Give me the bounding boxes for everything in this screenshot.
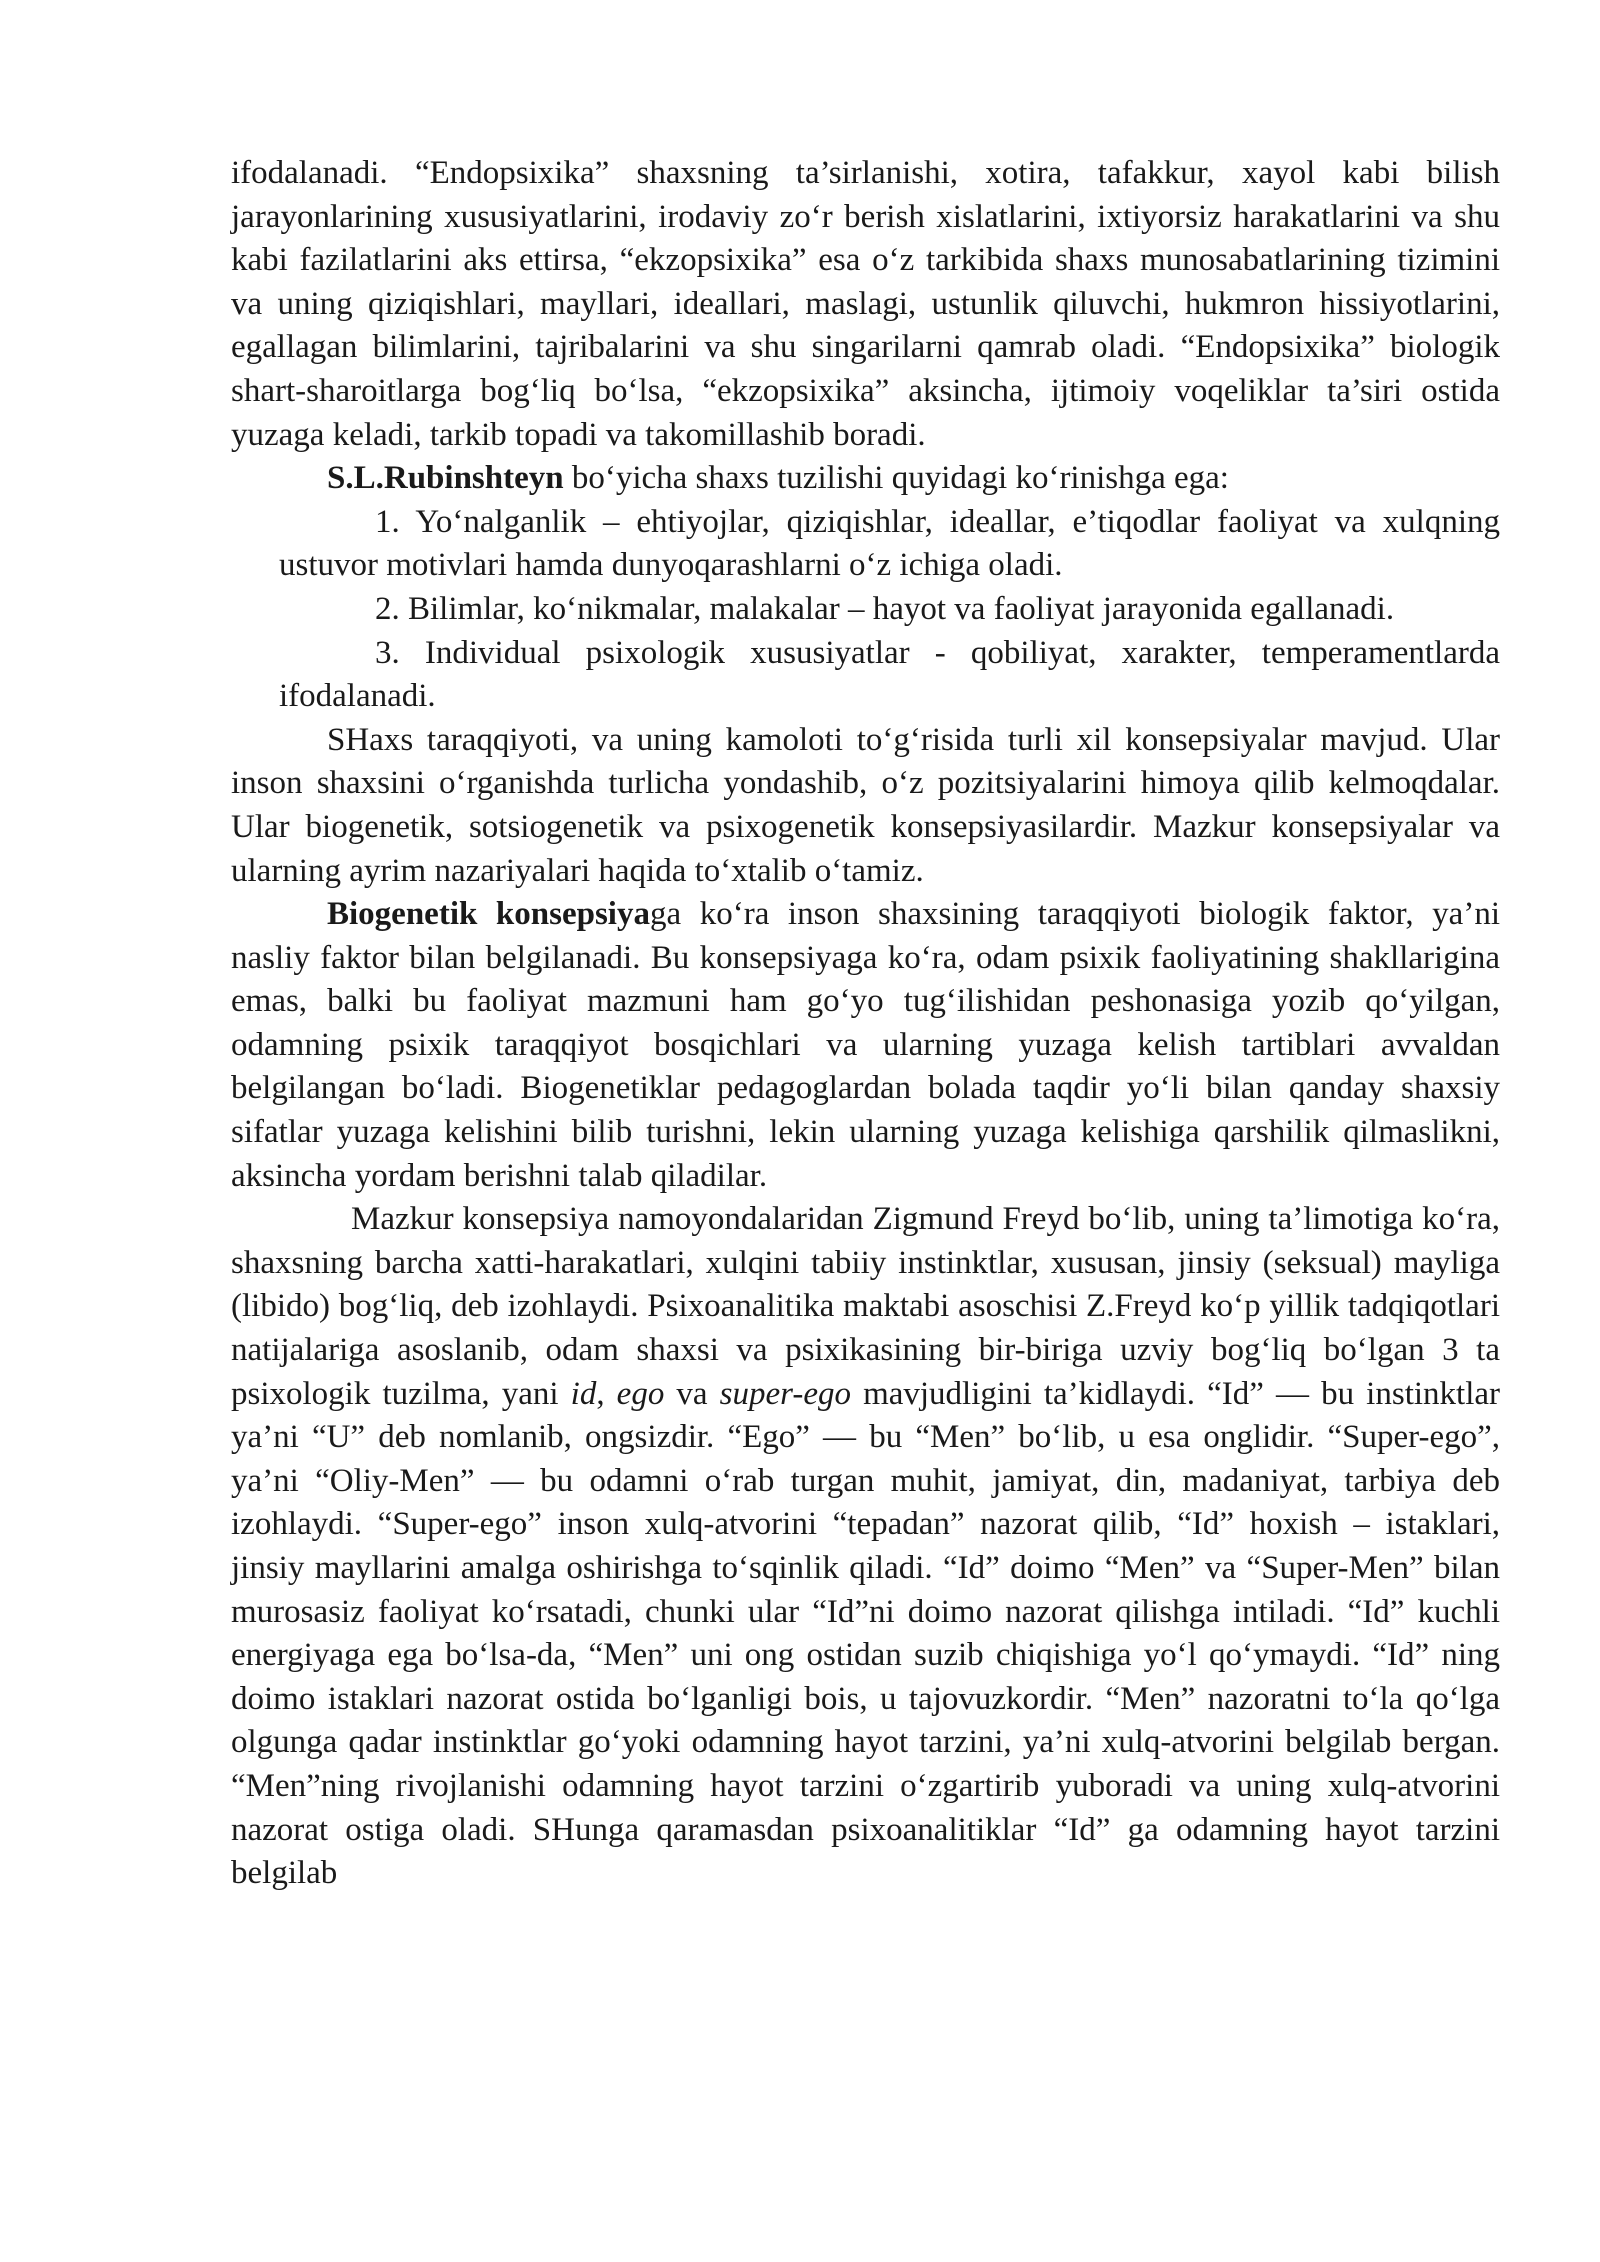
paragraph-freyd-text-b: mavjudligini ta’kidlaydi. “Id” — bu instinktlar ya’ni “U” deb nomlanib, ongsizdir. “Ego” — bu “Men” bo‘lib, u esa onglidir. “Super-ego”, ya’ni “Oliy-Men” — bu odamni o‘rab turgan muhit, jamiyat, din, madaniyat, tarbiya deb izohlaydi. “Super-ego” inson xulq-atvorini “tepadan” nazorat qilib, “Id” hoxish – istaklari, jinsiy mayllarini amalga oshirishga to‘sqinlik qiladi. “Id” doimo “Men” va “Super-Men” bilan murosasiz faoliyat ko‘rsatadi, chunki ular “Id”ni doimo nazorat qilishga intiladi. “Id” kuchli energiyaga ega bo‘lsa-da, “Men” uni ong ostidan suzib chiqishiga yo‘l qo‘ymaydi. “Id” ning doimo istaklari nazorat ostida bo‘lganligi bois, u tajovuzkordir. “Men” nazoratni to‘la qo‘lga olgunga qadar instinktlar go‘yoki odamning hayot tarzini, ya’ni xulq-atvorini belgilab bergan. “Men”ning rivojlanishi odamning hayot tarzini o‘zgartirib yuboradi va uning xulq-atvorini nazorat ostiga oladi. SHunga qaramasdan psixoanalitiklar “Id” ga odamning hayot tarzini belgilab: [231, 1375, 1500, 1892]
term-ego-italic: ego: [616, 1375, 665, 1412]
list-item-1: 1. Yo‘nalganlik – ehtiyojlar, qiziqishlar, ideallar, e’tiqodlar faoliyat va xulqning ustuvor motivlari hamda dunyoqarashlarni o‘z ichiga oladi.: [279, 503, 1500, 584]
author-name-bold: S.L.Rubinshteyn: [327, 460, 564, 497]
paragraph-shaxs-taraqqiyoti: SHaxs taraqqiyoti, va uning kamoloti to‘g‘risida turli xil konsepsiyalar mavjud. Ular inson shaxsini o‘rganishda turlicha yondashib, o‘z pozitsiyalarini himoya qilib kelmoqdalar. Ular biogenetik, sotsiogenetik va psixogenetik konsepsiyasilardir. Mazkur konsepsiyalar va ularning ayrim nazariyalari haqida to‘xtalib o‘tamiz.: [231, 721, 1500, 889]
term-superego-italic: super-ego: [719, 1375, 851, 1412]
paragraph-endopsixika: ifodalanadi. “Endopsixika” shaxsning ta’sirlanishi, xotira, tafakkur, xayol kabi bilish jarayonlarining xususiyatlarini, irodaviy zo‘r berish xislatlarini, ixtiyorsiz harakatlarini va shu kabi fazilatlarini aks ettirsa, “ekzopsixika” esa o‘z tarkibida shaxs munosabatlarining tizimini va uning qiziqishlari, mayllari, ideallari, maslagi, ustunlik qiluvchi, hukmron hissiyotlarini, egallagan bilimlarini, tajribalarini va shu singarilarni qamrab oladi. “Endopsixika” biologik shart-sharoitlarga bog‘liq bo‘lsa, “ekzopsixika” aksincha, ijtimoiy voqeliklar ta’siri ostida yuzaga keladi, tarkib topadi va takomillashib boradi.: [231, 155, 1500, 453]
paragraph-rubinshteyn: [231, 457, 1500, 501]
paragraph-biogenetik-text: ga ko‘ra inson shaxsining taraqqiyoti biologik faktor, ya’ni nasliy faktor bilan belgilanadi. Bu konsepsiyaga ko‘ra, odam psixik faoliyatining shakllarigina emas, balki bu faoliyat mazmuni ham go‘yo tug‘ilishidan peshonasiga yozib qo‘yilgan, odamning psixik taraqqiyot bosqichlari va ularning yuzaga kelish tartiblari avvaldan belgilangan bo‘ladi. Biogenetiklar pedagoglardan bolada taqdir yo‘li bilan qanday shaxsiy sifatlar yuzaga kelishini bilib turishni, lekin ularning yuzaga kelishiga qarshilik qilmaslikni, aksincha yordam berishni talab qiladilar.: [231, 896, 1500, 1194]
list-item-3: 3. Individual psixologik xususiyatlar - qobiliyat, xarakter, temperamentlarda ifodalanadi.: [279, 634, 1500, 715]
list-item-2: 2. Bilimlar, ko‘nikmalar, malakalar – hayot va faoliyat jarayonida egallanadi.: [375, 590, 1395, 627]
biogenetik-term-bold: Biogenetik konsepsiya: [327, 896, 650, 933]
comma-separator: ,: [596, 1375, 617, 1412]
paragraph-freyd-text-a: Mazkur konsepsiya namoyondalaridan Zigmund Freyd bo‘lib, uning ta’limotiga ko‘ra, shaxsning barcha xatti-harakatlari, xulqini tabiiy instinktlar, xususan, jinsiy (seksual) mayliga (libido) bog‘liq, deb izohlaydi. Psixoanalitika maktabi asoschisi Z.Freyd ko‘p yillik tadqiqotlari natijalariga asoslanib, odam shaxsi va psixikasining bir-biriga uzviy bog‘liq bo‘lgan 3 ta psixologik tuzilma, yani: [231, 1201, 1500, 1412]
paragraph-biogenetik: [231, 893, 1500, 1198]
conjunction-va: va: [664, 1375, 720, 1412]
paragraph-freyd: [231, 1198, 1500, 1896]
document-page: [231, 152, 1500, 1896]
paragraph-rubinshteyn-text: bo‘yicha shaxs tuzilishi quyidagi ko‘rinishga ega:: [563, 460, 1229, 497]
term-id-italic: id: [570, 1375, 597, 1412]
